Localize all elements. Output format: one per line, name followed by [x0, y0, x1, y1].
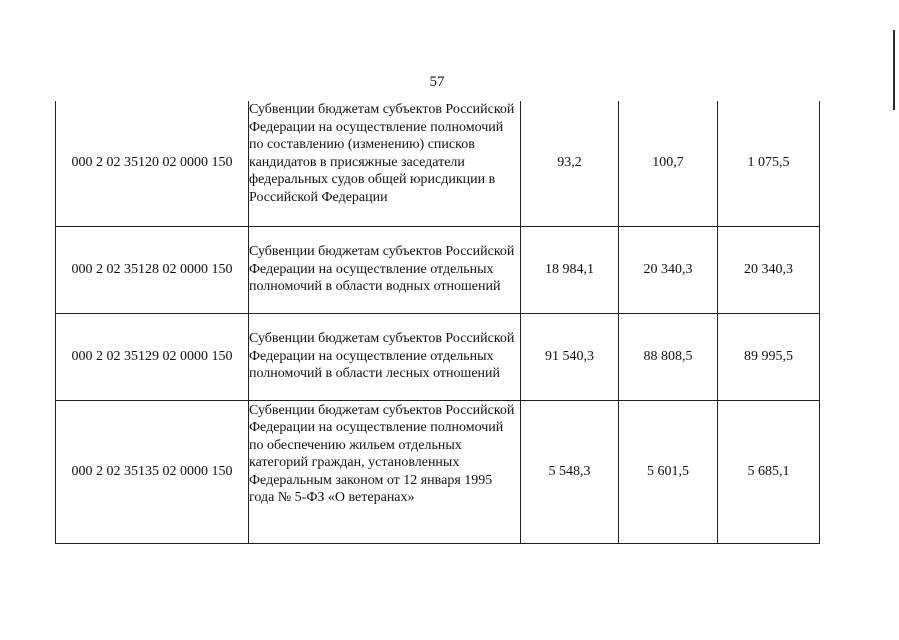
amount-cell-2: 88 808,5	[619, 313, 718, 400]
amount-cell-3: 5 685,1	[718, 400, 820, 543]
budget-code-cell: 000 2 02 35129 02 0000 150	[56, 313, 249, 400]
table-row	[56, 226, 820, 313]
amount-cell-3: 89 995,5	[718, 313, 820, 400]
amount-cell-3: 20 340,3	[718, 226, 820, 313]
budget-code-cell: 000 2 02 35135 02 0000 150	[56, 400, 249, 543]
budget-code-cell: 000 2 02 35120 02 0000 150	[56, 101, 249, 226]
amount-cell-2: 100,7	[619, 101, 718, 226]
description-cell: Субвенции бюджетам субъектов Российской Федерации на осуществление отдельных полномочий в области лесных отношений	[249, 313, 521, 400]
budget-code-cell: 000 2 02 35128 02 0000 150	[56, 226, 249, 313]
amount-cell-2: 20 340,3	[619, 226, 718, 313]
budget-table	[55, 101, 820, 544]
description-cell: Субвенции бюджетам субъектов Российской Федерации на осуществление отдельных полномочий в области водных отношений	[249, 226, 521, 313]
amount-cell-1: 91 540,3	[521, 313, 619, 400]
description-cell: Субвенции бюджетам субъектов Российской Федерации на осуществление полномочий по обеспечению жильем отдельных категорий граждан, установленных Федеральным законом от 12 января 1995 года № 5-ФЗ «О ветеранах»	[249, 400, 521, 543]
amount-cell-2: 5 601,5	[619, 400, 718, 543]
amount-cell-1: 5 548,3	[521, 400, 619, 543]
amount-cell-1: 18 984,1	[521, 226, 619, 313]
amount-cell-1: 93,2	[521, 101, 619, 226]
page-number: 57	[429, 74, 445, 90]
table-row	[56, 313, 820, 400]
scan-edge-mark	[893, 30, 895, 110]
description-cell: Субвенции бюджетам субъектов Российской Федерации на осуществление полномочий по составлению (изменению) списков кандидатов в присяжные заседатели федеральных судов общей юрисдикции в Российской Федерации	[249, 101, 521, 226]
amount-cell-3: 1 075,5	[718, 101, 820, 226]
table-row	[56, 400, 820, 543]
table-row	[56, 101, 820, 226]
